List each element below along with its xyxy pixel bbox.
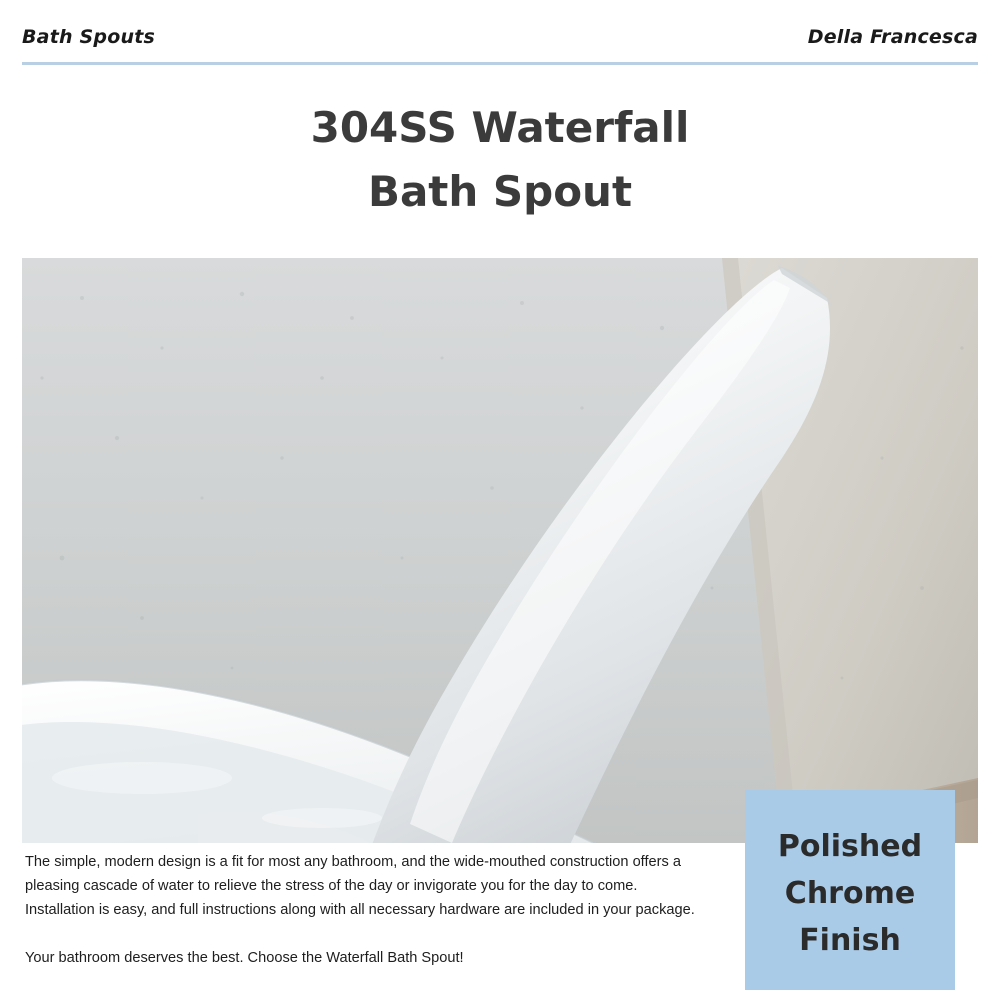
product-description (25, 850, 705, 970)
page-title-line-1: 304SS Waterfall (310, 103, 690, 152)
page-title-line-2: Bath Spout (367, 167, 633, 216)
header-category-label: Bath Spouts (22, 26, 155, 48)
header-brand-label: Della Francesca (807, 26, 978, 48)
finish-badge-line-3: Finish (799, 922, 901, 958)
description-paragraph-2: Your bathroom deserves the best. Choose the Waterfall Bath Spout! (25, 950, 464, 966)
page-header (22, 26, 978, 60)
finish-badge-line-2: Chrome (784, 875, 916, 911)
product-hero-image (22, 258, 978, 843)
description-paragraph-1: The simple, modern design is a fit for most any bathroom, and the wide-mouthed construction offers a pleasing cascade of water to relieve the stress of the day or invigorate you for the day to come. Installation is easy, and full instructions along with all necessary hardware are included in your package. (25, 854, 695, 918)
waterfall-spout-photo (22, 258, 978, 843)
finish-badge (745, 790, 955, 990)
header-divider (22, 62, 978, 65)
finish-badge-line-1: Polished (777, 828, 923, 864)
page-title (0, 96, 1000, 224)
